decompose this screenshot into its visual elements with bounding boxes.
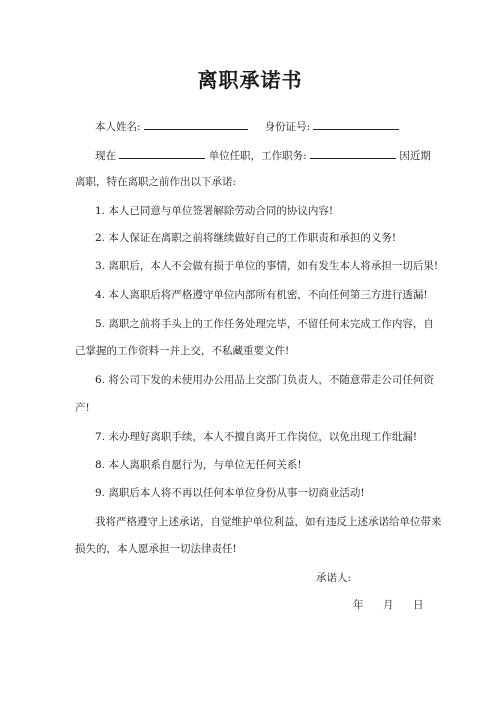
- employment-line: [95, 147, 455, 163]
- promise-item: 7. 未办理好离职手续，本人不擅自离开工作岗位，以免出现工作纰漏!: [95, 431, 418, 443]
- intro-continuation: 离职，特在离职之前作出以下承诺:: [75, 176, 237, 188]
- name-id-line: [95, 118, 455, 134]
- id-label: 身份证号:: [264, 121, 311, 133]
- closing-continuation: 损失的，本人愿承担一切法律责任!: [75, 543, 237, 555]
- promise-item: 8. 本人离职系自愿行为，与单位无任何关系!: [95, 459, 302, 471]
- document-title: 离职承诺书: [197, 68, 303, 92]
- name-label: 本人姓名:: [95, 121, 141, 133]
- promise-item-continuation: 产!: [75, 402, 90, 414]
- promise-item: 6. 将公司下发的未使用办公用品上交部门负责人，不随意带走公司任何资: [95, 374, 434, 386]
- promise-item: 2. 本人保证在离职之前将继续做好自己的工作职责和承担的义务!: [95, 232, 397, 244]
- name-blank[interactable]: [144, 118, 248, 130]
- promise-item: 5. 离职之前将手头上的工作任务处理完毕，不留任何未完成工作内容，自: [95, 318, 434, 330]
- promise-item: 9. 离职后本人将不再以任何本单位身份从事一切商业活动!: [95, 487, 365, 499]
- promise-item: 4. 本人离职后将严格遵守单位内部所有机密，不向任何第三方进行透漏!: [95, 289, 428, 301]
- signer-label: 承诺人:: [316, 572, 352, 584]
- position-blank[interactable]: [310, 147, 396, 159]
- date-year: 年: [353, 599, 364, 611]
- unit-blank[interactable]: [119, 147, 205, 159]
- id-blank[interactable]: [313, 118, 399, 130]
- promise-item: 3. 离职后，本人不会做有损于单位的事情，如有发生本人将承担一切后果!: [95, 260, 439, 272]
- unit-suffix: 单位任职，工作职务:: [208, 150, 307, 162]
- promise-item: 1. 本人已同意与单位签署解除劳动合同的协议内容!: [95, 205, 334, 217]
- now-label: 现在: [95, 150, 116, 162]
- date-month: 月: [383, 599, 394, 611]
- date-day: 日: [413, 599, 424, 611]
- promise-item-continuation: 己掌握的工作资料一并上交，不私藏重要文件!: [75, 345, 290, 357]
- recent-tail: 因近期: [399, 150, 431, 162]
- closing-statement: 我将严格遵守上述承诺，自觉维护单位利益，如有违反上述承诺给单位带来: [95, 516, 442, 528]
